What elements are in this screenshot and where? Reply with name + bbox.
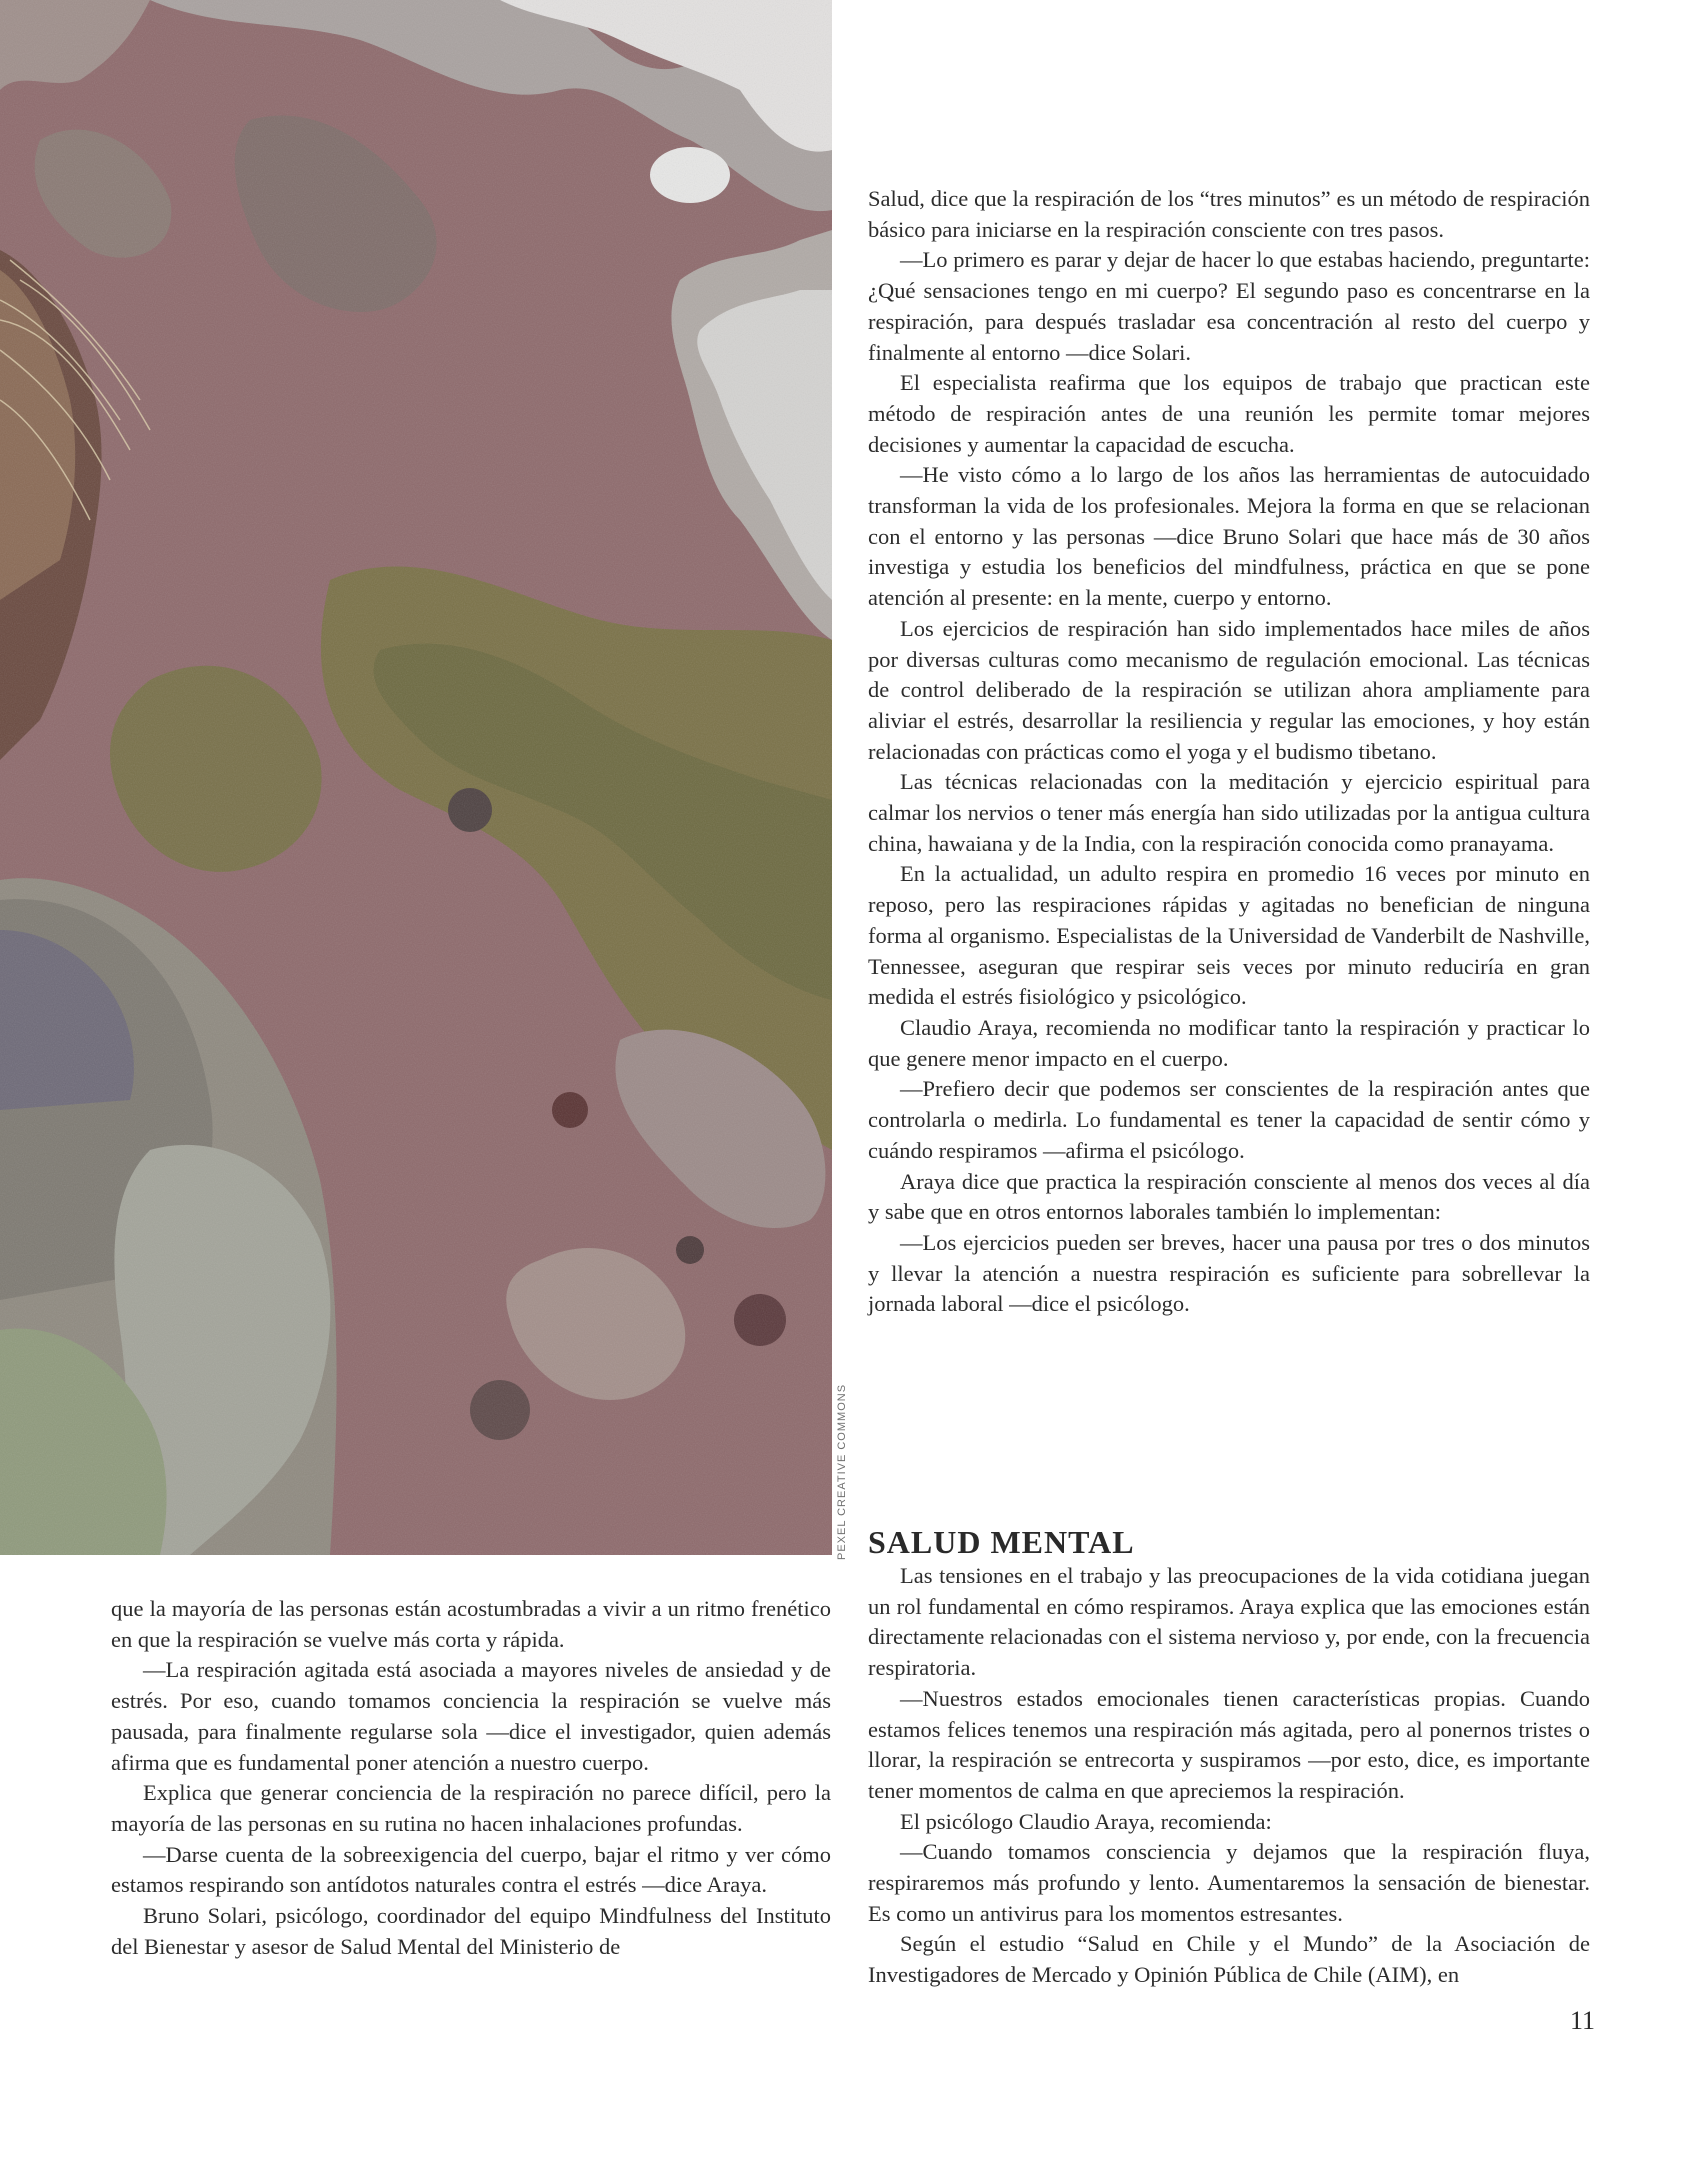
paragraph: Araya dice que practica la respiración consciente al menos dos veces al día y sabe que en otros entornos laborales también lo implementan: bbox=[868, 1168, 1590, 1225]
right-column-top bbox=[868, 184, 1590, 1320]
paragraph: —He visto cómo a lo largo de los años las herramientas de autocuidado transforman la vida de los profesionales. Mejora la forma en que se relacionan con el entorno y las personas —dice Bruno Solari que hace más de 30 años investiga y estudia los beneficios del mindfulness, práctica en que se pone atención al presente: en la mente, cuerpo y entorno. bbox=[868, 462, 1590, 611]
paragraph: —Cuando tomamos consciencia y dejamos que la respiración fluya, respiraremos más profundo y lento. Aumentaremos la sensación de bienestar. Es como un antivirus para los momentos estresantes. bbox=[868, 1839, 1590, 1926]
article-photo bbox=[0, 0, 832, 1555]
paragraph: Según el estudio “Salud en Chile y el Mundo” de la Asociación de Investigadores de Mercado y Opinión Pública de Chile (AIM), en bbox=[868, 1931, 1590, 1988]
paragraph: —La respiración agitada está asociada a mayores niveles de ansiedad y de estrés. Por eso, cuando tomamos conciencia la respiración se vuelve más pausada, para finalmente regularse sola —dice el investigador, quien además afirma que es fundamental poner atención a nuestro cuerpo. bbox=[111, 1657, 831, 1775]
paragraph: que la mayoría de las personas están acostumbradas a vivir a un ritmo frenético en que la respiración se vuelve más corta y rápida. bbox=[111, 1596, 831, 1652]
paragraph: En la actualidad, un adulto respira en promedio 16 veces por minuto en reposo, pero las respiraciones rápidas y agitadas no benefician de ninguna forma al organismo. Especialistas de la Universidad de Vanderbilt de Nashville, Tennessee, aseguran que respirar seis veces por minuto reduciría en gran medida el estrés fisiológico y psicológico. bbox=[868, 861, 1590, 1010]
paragraph: —Darse cuenta de la sobreexigencia del cuerpo, bajar el ritmo y ver cómo estamos respirando son antídotos naturales contra el estrés —dice Araya. bbox=[111, 1841, 831, 1898]
section-heading: SALUD MENTAL bbox=[868, 1524, 1135, 1560]
paragraph: El psicólogo Claudio Araya, recomienda: bbox=[900, 1808, 1272, 1834]
paragraph: Salud, dice que la respiración de los “tres minutos” es un método de respiración básico para iniciarse en la respiración consciente con tres pasos. bbox=[868, 186, 1590, 242]
paragraph: —Lo primero es parar y dejar de hacer lo que estabas haciendo, preguntarte: ¿Qué sensaciones tengo en mi cuerpo? El segundo paso es concentrarse en la respiración, para después trasladar esa concentración al resto del cuerpo y finalmente al entorno —dice Solari. bbox=[868, 247, 1590, 365]
paragraph: Las tensiones en el trabajo y las preocupaciones de la vida cotidiana juegan un rol fundamental en cómo respiramos. Araya explica que las emociones están directamente relacionadas con el sistema nervioso y, por ende, con la frecuencia respiratoria. bbox=[868, 1563, 1590, 1681]
paragraph: Bruno Solari, psicólogo, coordinador del equipo Mindfulness del Instituto del Bienestar y asesor de Salud Mental del Ministerio de bbox=[111, 1903, 831, 1959]
photo-icon bbox=[0, 0, 832, 1555]
paragraph: El especialista reafirma que los equipos de trabajo que practican este método de respiración antes de una reunión les permite tomar mejores decisiones y aumentar la capacidad de escucha. bbox=[868, 370, 1590, 457]
paragraph: —Los ejercicios pueden ser breves, hacer una pausa por tres o dos minutos y llevar la atención a nuestra respiración es suficiente para sobrellevar la jornada laboral —dice el psicólogo. bbox=[868, 1229, 1590, 1317]
page-number: 11 bbox=[1570, 2006, 1596, 2035]
photo-credit: PEXEL CREATIVE COMMONS bbox=[836, 1383, 848, 1560]
paragraph: Los ejercicios de respiración han sido implementados hace miles de años por diversas culturas como mecanismo de regulación emocional. Las técnicas de control deliberado de la respiración se utilizan ahora ampliamente para aliviar el estrés, desarrollar la resiliencia y regular las emociones, y hoy están relacionadas con prácticas como el yoga y el budismo tibetano. bbox=[868, 615, 1590, 764]
paragraph: Las técnicas relacionadas con la meditación y ejercicio espiritual para calmar los nervios o tener más energía han sido utilizadas por la antigua cultura china, hawaiana y de la India, con la respiración conocida como pranayama. bbox=[868, 769, 1590, 856]
left-column bbox=[111, 1594, 831, 1962]
right-column-bottom bbox=[868, 1561, 1590, 1991]
paragraph: —Nuestros estados emocionales tienen características propias. Cuando estamos felices tenemos una respiración más agitada, pero al ponernos tristes o llorar, la respiración se entrecorta y suspiramos —por esto, dice, es importante tener momentos de calma en que apreciemos la respiración. bbox=[868, 1685, 1590, 1803]
paragraph: Explica que generar conciencia de la respiración no parece difícil, pero la mayoría de las personas en su rutina no hacen inhalaciones profundas. bbox=[111, 1780, 831, 1836]
paragraph: —Prefiero decir que podemos ser conscientes de la respiración antes que controlarla o medirla. Lo fundamental es tener la capacidad de sentir cómo y cuándo respiramos —afirma el psicólogo. bbox=[868, 1076, 1590, 1163]
paragraph: Claudio Araya, recomienda no modificar tanto la respiración y practicar lo que genere menor impacto en el cuerpo. bbox=[868, 1014, 1590, 1071]
